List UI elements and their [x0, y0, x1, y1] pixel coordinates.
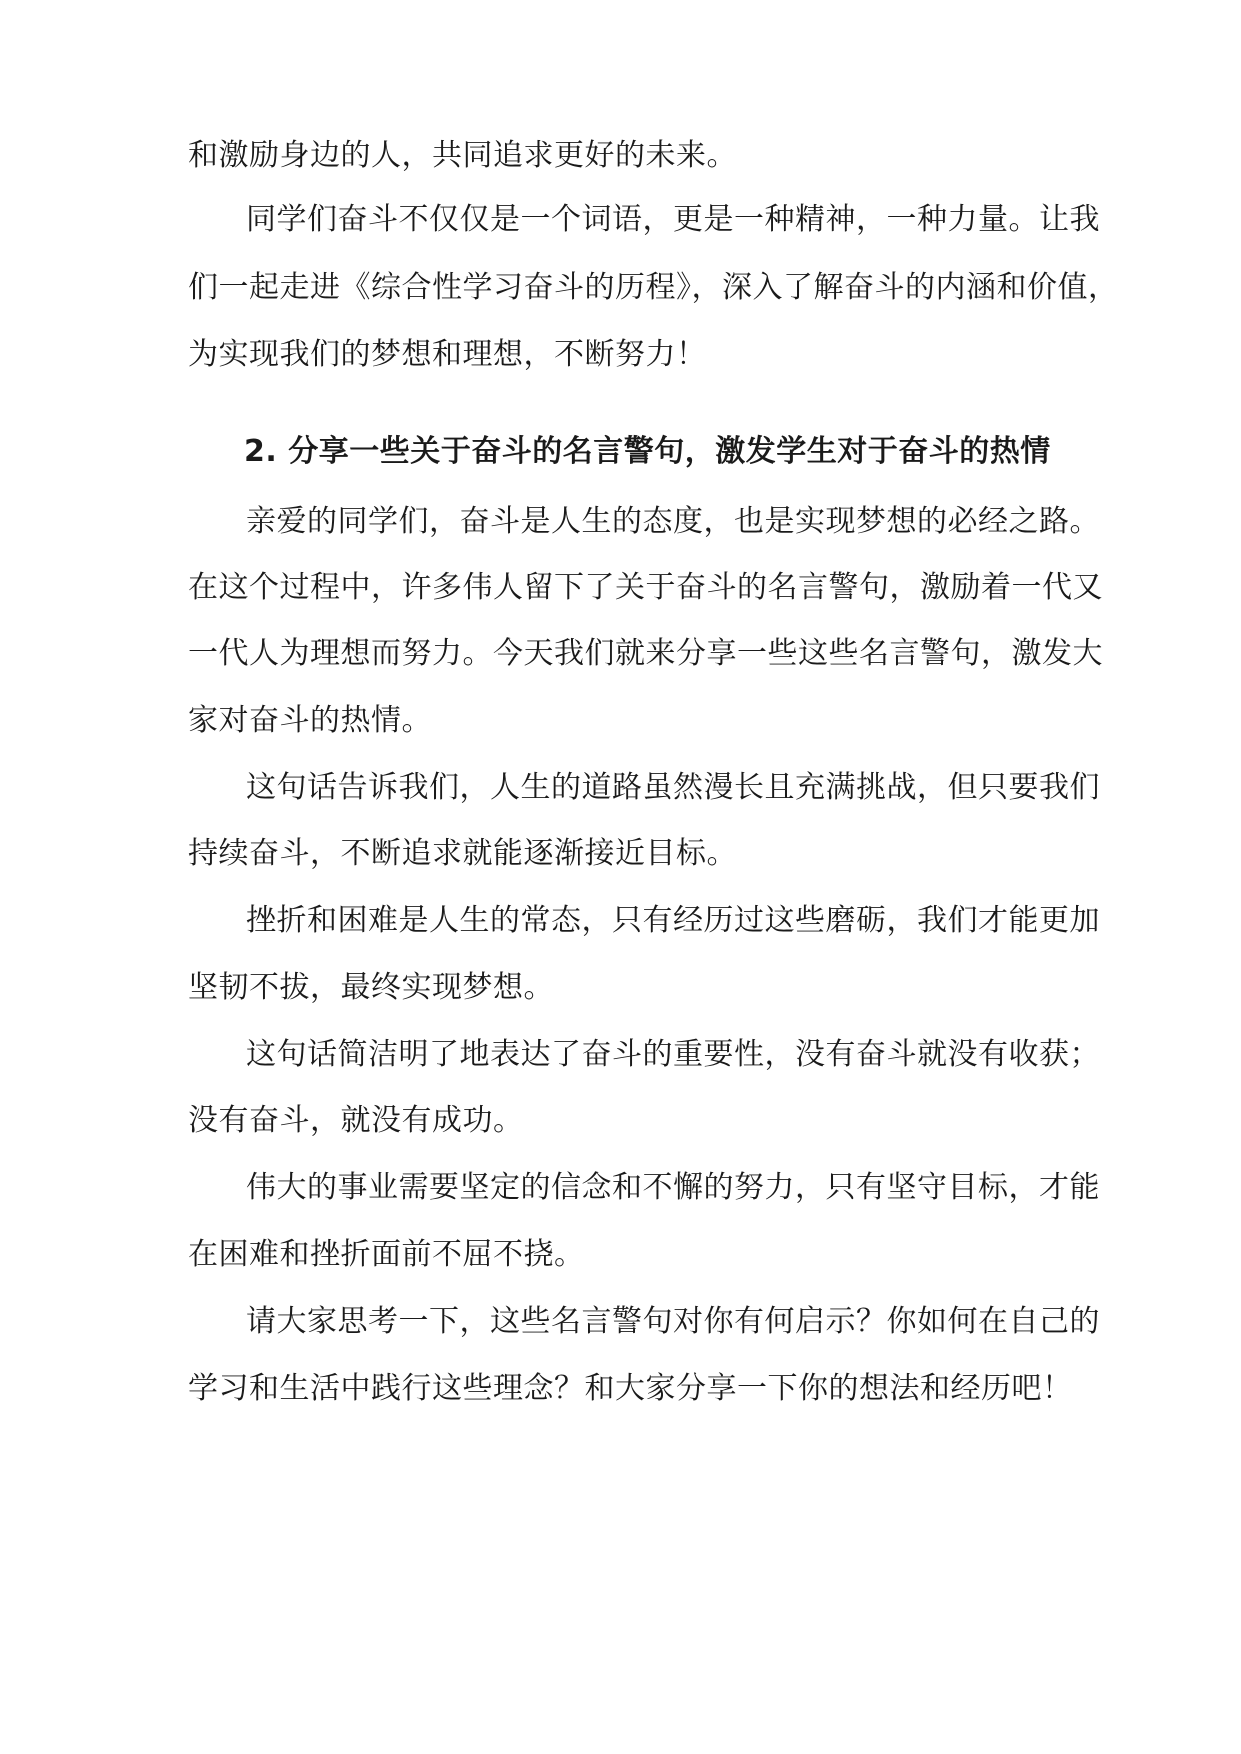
text-line: 没有奋斗，就没有成功。	[188, 1103, 524, 1138]
text-line: 请大家思考一下，这些名言警句对你有何启示？你如何在自己的	[246, 1304, 1100, 1339]
text-line: 家对奋斗的热情。	[188, 703, 432, 738]
text-line: 伟大的事业需要坚定的信念和不懈的努力，只有坚守目标，才能	[246, 1170, 1100, 1205]
text-line: 持续奋斗，不断追求就能逐渐接近目标。	[188, 836, 737, 871]
text-line: 这句话告诉我们，人生的道路虽然漫长且充满挑战，但只要我们	[246, 770, 1100, 805]
text-line: 为实现我们的梦想和理想，不断努力！	[188, 337, 707, 372]
text-line: 学习和生活中践行这些理念？和大家分享一下你的想法和经历吧！	[188, 1371, 1073, 1406]
text-line: 坚韧不拔，最终实现梦想。	[188, 970, 554, 1005]
text-line: 亲爱的同学们，奋斗是人生的态度，也是实现梦想的必经之路。	[246, 504, 1100, 539]
section-heading: 2. 分享一些关于奋斗的名言警句，激发学生对于奋斗的热情	[244, 434, 1051, 469]
text-line: 挫折和困难是人生的常态，只有经历过这些磨砺，我们才能更加	[246, 903, 1100, 938]
text-line: 在这个过程中，许多伟人留下了关于奋斗的名言警句，激励着一代又	[188, 570, 1103, 605]
text-line: 同学们奋斗不仅仅是一个词语，更是一种精神，一种力量。让我	[246, 202, 1100, 237]
text-line: 这句话简洁明了地表达了奋斗的重要性，没有奋斗就没有收获；	[246, 1037, 1100, 1072]
text-line: 们一起走进《综合性学习奋斗的历程》，深入了解奋斗的内涵和价值，	[188, 270, 1119, 305]
text-line: 在困难和挫折面前不屈不挠。	[188, 1237, 585, 1272]
text-line: 一代人为理想而努力。今天我们就来分享一些这些名言警句，激发大	[188, 636, 1103, 671]
text-line: 和激励身边的人，共同追求更好的未来。	[188, 138, 737, 173]
